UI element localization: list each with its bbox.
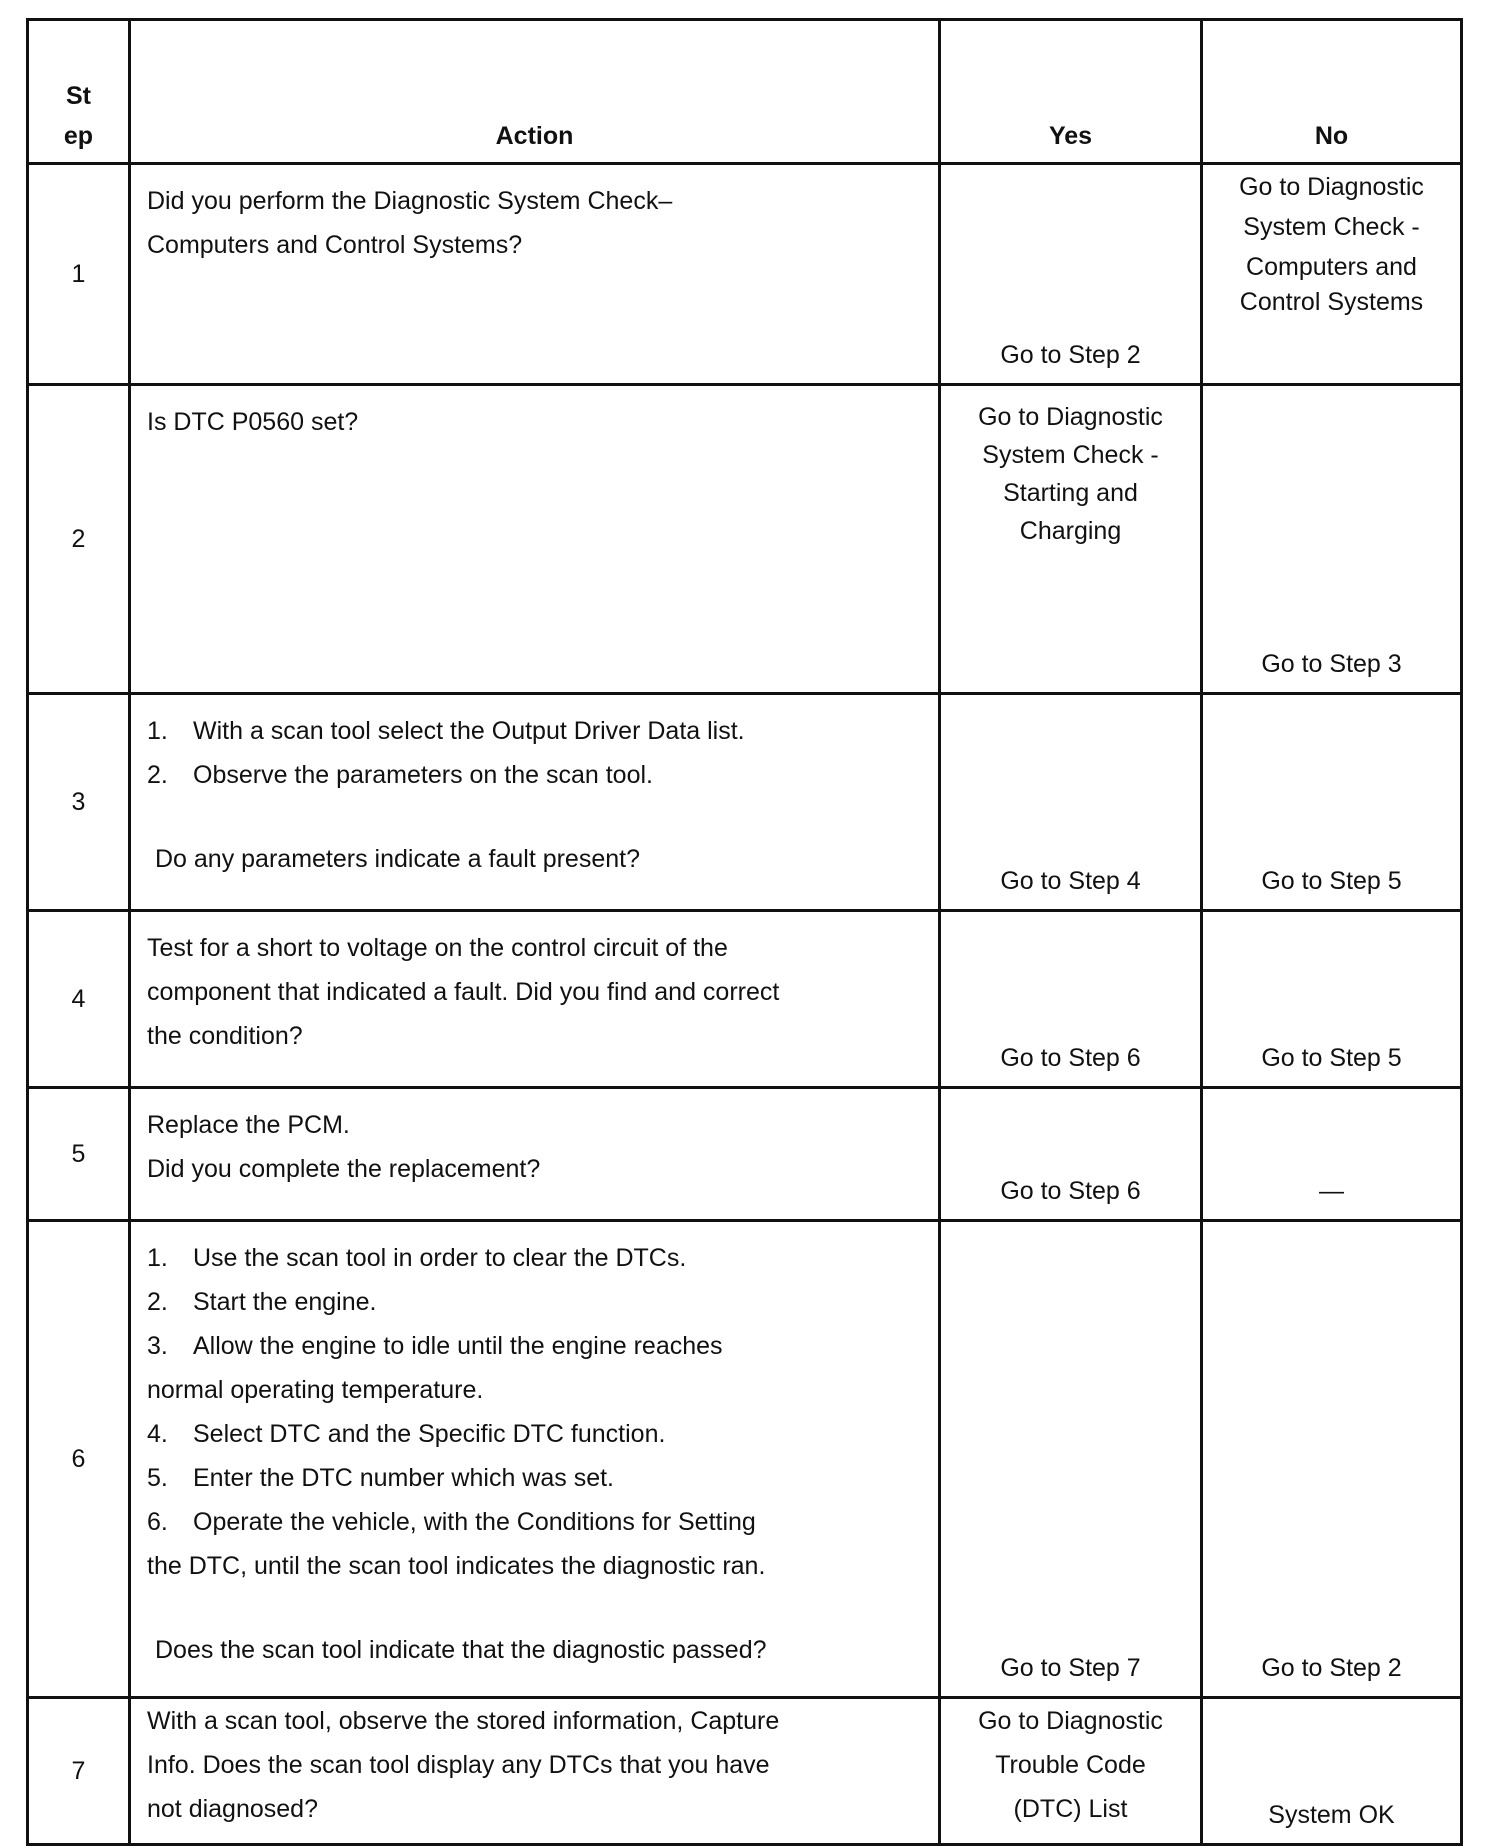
action-text: Replace the PCM.: [147, 1111, 350, 1139]
action-text: component that indicated a fault. Did you find and correct: [147, 978, 780, 1006]
no-cell: [1202, 1698, 1462, 1845]
step-number: 2: [28, 385, 130, 694]
table-header-row: [28, 20, 1462, 164]
list-number: 6.: [147, 1508, 168, 1536]
table-row: [28, 1221, 1462, 1698]
yes-text: System Check -: [982, 441, 1159, 469]
action-question: Does the scan tool indicate that the diagnostic passed?: [155, 1636, 767, 1664]
no-cell: [1202, 164, 1462, 385]
yes-link[interactable]: Go to Step 2: [1000, 341, 1141, 369]
action-cell: [130, 1221, 940, 1698]
step-number: 6: [28, 1221, 130, 1698]
yes-cell: [940, 164, 1202, 385]
header-yes: Yes: [940, 20, 1202, 164]
yes-cell: [940, 1698, 1202, 1845]
table-row: [28, 164, 1462, 385]
list-text-continued: the DTC, until the scan tool indicates the diagnostic ran.: [147, 1552, 766, 1580]
no-link[interactable]: System OK: [1268, 1801, 1395, 1829]
table-row: [28, 1088, 1462, 1221]
list-number: 4.: [147, 1420, 168, 1448]
yes-text: Go to Diagnostic: [978, 403, 1163, 431]
header-step: [28, 20, 130, 164]
action-text: With a scan tool, observe the stored information, Capture: [147, 1707, 780, 1735]
list-text: Operate the vehicle, with the Conditions for Setting: [193, 1508, 756, 1536]
action-cell: [130, 694, 940, 911]
list-text-continued: normal operating temperature.: [147, 1376, 484, 1404]
action-text: Did you complete the replacement?: [147, 1155, 541, 1183]
no-cell: [1202, 385, 1462, 694]
action-text: the condition?: [147, 1022, 303, 1050]
no-cell: [1202, 911, 1462, 1088]
header-step-line1: St: [66, 82, 91, 110]
list-text: Use the scan tool in order to clear the DTCs.: [193, 1244, 687, 1272]
no-text: Go to Diagnostic: [1239, 173, 1424, 201]
table-row: [28, 694, 1462, 911]
yes-text: Starting and: [1003, 479, 1138, 507]
list-text: Enter the DTC number which was set.: [193, 1464, 614, 1492]
no-cell: [1202, 694, 1462, 911]
list-item: [147, 1456, 926, 1500]
yes-cell: [940, 911, 1202, 1088]
yes-link[interactable]: Go to Step 7: [1000, 1654, 1141, 1682]
list-item: [147, 1236, 926, 1280]
no-cell: [1202, 1088, 1462, 1221]
no-link[interactable]: Go to Step 2: [1261, 1654, 1402, 1682]
no-link[interactable]: [1207, 165, 1456, 317]
list-number: 3.: [147, 1332, 168, 1360]
action-cell: [130, 164, 940, 385]
list-text: Start the engine.: [193, 1288, 377, 1316]
list-text: Observe the parameters on the scan tool.: [193, 761, 653, 789]
yes-text: Trouble Code: [995, 1751, 1146, 1779]
step-number: 3: [28, 694, 130, 911]
table-row: [28, 1698, 1462, 1845]
no-text: Control Systems: [1239, 288, 1424, 316]
yes-link[interactable]: [945, 1699, 1196, 1831]
list-number: 5.: [147, 1464, 168, 1492]
header-action: Action: [130, 20, 940, 164]
action-cell: [130, 385, 940, 694]
action-text: Is DTC P0560 set?: [147, 408, 359, 436]
list-item: [147, 709, 926, 753]
yes-cell: [940, 694, 1202, 911]
header-step-line2: ep: [63, 122, 94, 150]
yes-cell: [940, 385, 1202, 694]
yes-text: (DTC) List: [1013, 1795, 1128, 1823]
list-item: [147, 753, 926, 797]
list-number: 1.: [147, 1244, 168, 1272]
no-link[interactable]: Go to Step 5: [1261, 1044, 1402, 1072]
step-number: 4: [28, 911, 130, 1088]
table-row: [28, 385, 1462, 694]
step-number: 7: [28, 1698, 130, 1845]
yes-link[interactable]: [945, 386, 1196, 550]
yes-cell: [940, 1221, 1202, 1698]
action-text: Test for a short to voltage on the control circuit of the: [147, 934, 728, 962]
step-number: 1: [28, 164, 130, 385]
action-question: Do any parameters indicate a fault present?: [155, 845, 640, 873]
no-cell: [1202, 1221, 1462, 1698]
list-item: [147, 1324, 926, 1368]
no-link[interactable]: Go to Step 3: [1261, 650, 1402, 678]
yes-text: Go to Diagnostic: [978, 1707, 1163, 1735]
list-number: 2.: [147, 1288, 168, 1316]
no-text: Computers and: [1246, 253, 1417, 281]
no-dash: —: [1319, 1177, 1344, 1205]
header-no: No: [1202, 20, 1462, 164]
action-text: not diagnosed?: [147, 1795, 318, 1823]
list-item: [147, 1500, 926, 1544]
yes-cell: [940, 1088, 1202, 1221]
list-text: Select DTC and the Specific DTC function.: [193, 1420, 666, 1448]
yes-link[interactable]: Go to Step 6: [1000, 1177, 1141, 1205]
step-number: 5: [28, 1088, 130, 1221]
list-number: 2.: [147, 761, 168, 789]
no-text: System Check -: [1243, 213, 1420, 241]
diagnostic-table: [26, 18, 1463, 1846]
action-cell: [130, 1698, 940, 1845]
action-cell: [130, 911, 940, 1088]
action-text: Did you perform the Diagnostic System Check–: [147, 187, 673, 215]
no-link[interactable]: Go to Step 5: [1261, 867, 1402, 895]
list-number: 1.: [147, 717, 168, 745]
list-text: With a scan tool select the Output Driver Data list.: [193, 717, 745, 745]
action-text: Computers and Control Systems?: [147, 231, 523, 259]
list-text: Allow the engine to idle until the engine reaches: [193, 1332, 723, 1360]
yes-text: Charging: [1019, 517, 1122, 545]
yes-link[interactable]: Go to Step 4: [1000, 867, 1141, 895]
action-text: Info. Does the scan tool display any DTCs that you have: [147, 1751, 770, 1779]
list-item: [147, 1280, 926, 1324]
yes-link[interactable]: Go to Step 6: [1000, 1044, 1141, 1072]
table-row: [28, 911, 1462, 1088]
action-cell: [130, 1088, 940, 1221]
list-item: [147, 1412, 926, 1456]
